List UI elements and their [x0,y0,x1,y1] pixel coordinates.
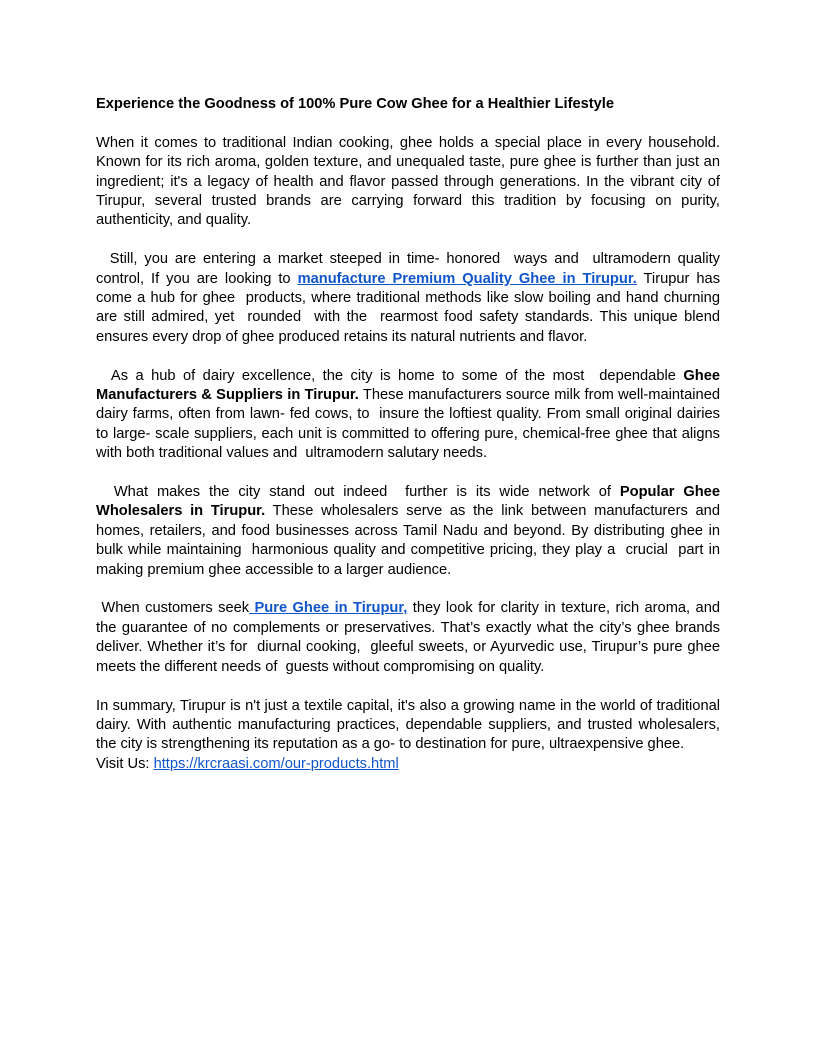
paragraph-summary: In summary, Tirupur is n't just a textile capital, it's also a growing name in the world of traditional dairy. With authentic manufacturing practices, dependable suppliers, and trusted wholesalers, the city is strengthening its reputation as a go- to destination for pure, ultraexpensive ghee. [96,697,720,753]
paragraph-intro: When it comes to traditional Indian cooking, ghee holds a special place in every household. Known for its rich aroma, golden texture, and unequaled taste, pure ghee is further than just an ingredient; it's a legacy of health and flavor passed through generations. In the vibrant city of Tirupur, several trusted brands are carrying forward this tradition by focusing on purity, authenticity, and quality. [96,134,720,229]
document-title: Experience the Goodness of 100% Pure Cow Ghee for a Healthier Lifestyle [96,96,615,112]
paragraph-market-text-after: Tirupur has come a hub for ghee products, where traditional methods like slow boiling and hand churning are still admired, yet rounded with the rearmost food safety standards. This unique blend ensures every drop of ghee produced retains its natural nutrients and flavor. [96,270,725,345]
products-page-link[interactable]: https://krcraasi.com/our-products.html [153,755,399,772]
manufacture-premium-ghee-link[interactable]: manufacture Premium Quality Ghee in Tirupur. [297,270,637,287]
paragraph-wholesalers-text-after: These wholesalers serve as the link between manufacturers and homes, retailers, and food businesses across Tamil Nadu and beyond. By distributing ghee in bulk while maintaining harmonious quality and competitive pricing, they play a crucial part in making premium ghee accessible to a larger audience. [96,503,725,578]
pure-ghee-tirupur-link[interactable]: Pure Ghee in Tirupur, [249,600,408,617]
wholesalers-bold-phrase: Popular Ghee Wholesalers in Tirupur. [96,484,725,520]
paragraph-manufacturers-text-before: As a hub of dairy excellence, the city is home to some of the most dependable [96,367,684,384]
paragraph-manufacturers-text-after: These manufacturers source milk from well-maintained dairy farms, often from lawn- fed cows, to insure the loftiest quality. From small original dairies to large- scale suppliers, each unit is committed to offering pure, chemical-free ghee that aligns with both traditional values and ultramodern salutary needs. [96,387,725,462]
paragraph-customers-text-after: they look for clarity in texture, rich aroma, and the guarantee of no complements or preservatives. That’s exactly what the city’s ghee brands deliver. Whether it’s for diurnal cooking, gleeful sweets, or Ayurvedic use, Tirupur’s pure ghee meets the different needs of guests without compromising on quality. [96,600,725,675]
paragraph-wholesalers-text-before: What makes the city stand out indeed further is its wide network of [96,484,620,501]
paragraph-manufacturers [96,367,725,464]
manufacturers-bold-phrase: Ghee Manufacturers & Suppliers in Tirupur. [96,367,725,404]
paragraph-wholesalers [96,483,725,580]
paragraph-customers-text-before: When customers seek [96,600,250,617]
paragraph-market-text-before: Still, you are entering a market steeped in time- honored ways and ultramodern quality control, If you are looking to [96,251,725,287]
visit-us-line [96,755,720,774]
document-page [96,95,725,774]
visit-us-label: Visit Us: [96,755,154,772]
paragraph-market [96,250,725,347]
paragraph-customers [96,599,725,677]
